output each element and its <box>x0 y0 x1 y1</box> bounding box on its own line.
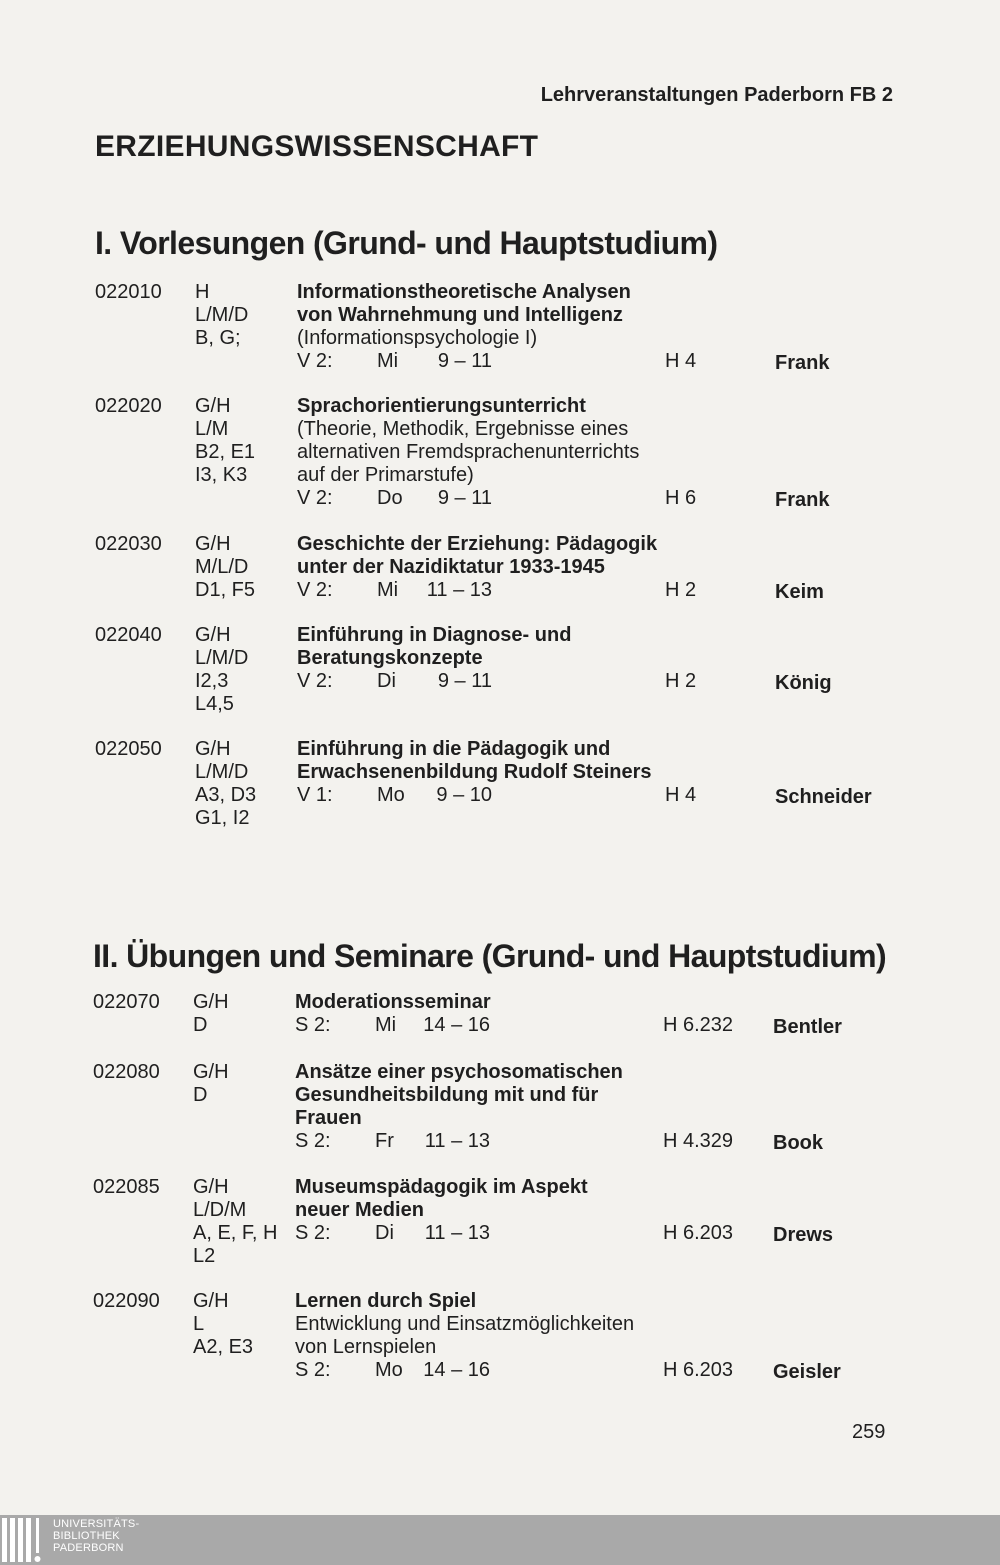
course-schedule <box>297 784 897 807</box>
course-room: H 6.203 <box>663 1359 734 1381</box>
course-day: Mo <box>377 784 405 806</box>
library-name <box>53 1518 139 1554</box>
course-time: 14 – 16 <box>423 1359 490 1381</box>
course-code: A3, D3 <box>195 784 257 806</box>
course-code: L2 <box>193 1245 216 1267</box>
course-code: D <box>193 1014 208 1036</box>
library-barcode-logo-icon <box>0 1515 48 1565</box>
course-description-line: von Lernspielen <box>295 1336 437 1358</box>
course-code: D1, F5 <box>195 579 256 601</box>
course-title-line: Ansätze einer psychosomatischen <box>295 1061 623 1083</box>
course-room: H 4 <box>665 784 697 806</box>
course-details <box>295 1176 895 1245</box>
course-description-line: (Theorie, Methodik, Ergebnisse eines <box>297 418 629 440</box>
course-codes <box>195 395 255 487</box>
course-room: H 4 <box>665 350 697 372</box>
course-title-line: Gesundheitsbildung mit und für <box>295 1084 599 1106</box>
course-title-line: unter der Nazidiktatur 1933-1945 <box>297 556 605 578</box>
library-name-line: BIBLIOTHEK <box>53 1530 120 1542</box>
course-lecturer: Schneider <box>775 786 872 808</box>
course-title-line: Geschichte der Erziehung: Pädagogik <box>297 533 658 555</box>
course-lecturer: Keim <box>775 581 824 603</box>
course-day: Fr <box>375 1130 394 1152</box>
course-code: G/H <box>193 1290 229 1312</box>
course-type: S 2: <box>295 1222 331 1244</box>
course-code: G/H <box>195 624 231 646</box>
course-time: 11 – 13 <box>424 1222 490 1244</box>
course-number: 022010 <box>95 281 162 303</box>
course-type: V 2: <box>297 579 333 601</box>
course-time: 9 – 11 <box>437 487 492 509</box>
course-title-line: Sprachorientierungsunterricht <box>297 395 586 417</box>
course-codes <box>195 533 255 602</box>
course-code: A2, E3 <box>193 1336 254 1358</box>
course-type: S 2: <box>295 1130 331 1152</box>
course-time: 9 – 11 <box>437 350 492 372</box>
course-code: D <box>193 1084 208 1106</box>
course-number: 022040 <box>95 624 162 646</box>
course-details <box>297 624 897 693</box>
course-number: 022085 <box>93 1176 160 1198</box>
course-lecturer: Drews <box>773 1224 834 1246</box>
library-name-line: PADERBORN <box>53 1542 124 1554</box>
course-time: 9 – 11 <box>437 670 492 692</box>
course-type: S 2: <box>295 1359 331 1381</box>
course-code: G/H <box>195 738 231 760</box>
page-number: 259 <box>852 1421 886 1443</box>
course-schedule <box>295 1359 895 1382</box>
course-details <box>295 1061 895 1153</box>
course-code: M/L/D <box>195 556 249 578</box>
course-number: 022030 <box>95 533 162 555</box>
course-title-line: neuer Medien <box>295 1199 424 1221</box>
library-footer-bar <box>0 1515 1000 1565</box>
course-lecturer: Bentler <box>773 1016 842 1038</box>
course-code: L/M/D <box>195 647 249 669</box>
course-code: B, G; <box>195 327 241 349</box>
course-codes <box>193 1290 253 1359</box>
course-type: V 2: <box>297 670 333 692</box>
course-number: 022090 <box>93 1290 160 1312</box>
course-lecturer: König <box>775 672 832 694</box>
course-time: 11 – 13 <box>426 579 492 601</box>
course-day: Di <box>375 1222 394 1244</box>
course-type: V 1: <box>297 784 333 806</box>
course-schedule <box>297 350 897 373</box>
course-number: 022050 <box>95 738 162 760</box>
course-codes <box>193 1176 277 1268</box>
course-code: A, E, F, H <box>193 1222 278 1244</box>
course-title-line: Informationstheoretische Analysen <box>297 281 631 303</box>
course-code: G/H <box>193 1061 229 1083</box>
course-lecturer: Geisler <box>773 1361 841 1383</box>
course-description-line: (Informationspsychologie I) <box>297 327 538 349</box>
course-title-line: Erwachsenenbildung Rudolf Steiners <box>297 761 652 783</box>
course-title-line: Einführung in Diagnose- und <box>297 624 572 646</box>
course-room: H 6.203 <box>663 1222 734 1244</box>
course-details <box>297 281 897 373</box>
course-lecturer: Book <box>773 1132 823 1154</box>
course-number: 022080 <box>93 1061 160 1083</box>
section-heading: II. Übungen und Seminare (Grund- und Hauptstudium) <box>93 938 887 974</box>
course-details <box>295 1290 895 1382</box>
course-day: Mo <box>375 1359 403 1381</box>
course-details <box>295 991 895 1037</box>
course-code: G/H <box>193 1176 229 1198</box>
course-day: Do <box>377 487 403 509</box>
course-time: 11 – 13 <box>424 1130 490 1152</box>
course-room: H 2 <box>665 579 697 601</box>
course-title-line: Beratungskonzepte <box>297 647 483 669</box>
course-details <box>297 738 897 807</box>
course-code: H <box>195 281 210 303</box>
course-code: L/D/M <box>193 1199 247 1221</box>
course-code: L/M/D <box>195 761 249 783</box>
course-title-line: Moderationsseminar <box>295 991 491 1013</box>
course-code: G/H <box>195 533 231 555</box>
course-schedule <box>297 670 897 693</box>
course-type: S 2: <box>295 1014 331 1036</box>
course-code: G1, I2 <box>195 807 250 829</box>
course-lecturer: Frank <box>775 489 830 511</box>
course-day: Mi <box>377 350 399 372</box>
course-details <box>297 395 897 510</box>
course-schedule <box>295 1014 895 1037</box>
library-name-line: UNIVERSITÄTS- <box>53 1518 140 1530</box>
course-number: 022020 <box>95 395 162 417</box>
course-codes <box>195 281 248 350</box>
course-number: 022070 <box>93 991 160 1013</box>
course-lecturer: Frank <box>775 352 830 374</box>
course-code: G/H <box>193 991 229 1013</box>
course-room: H 4.329 <box>663 1130 734 1152</box>
course-description-line: auf der Primarstufe) <box>297 464 474 486</box>
course-time: 14 – 16 <box>423 1014 490 1036</box>
course-description-line: Entwicklung und Einsatzmöglichkeiten <box>295 1313 635 1335</box>
course-day: Mi <box>377 579 399 601</box>
course-schedule <box>295 1130 895 1153</box>
course-codes <box>195 738 256 830</box>
course-description-line: alternativen Fremdsprachenunterrichts <box>297 441 640 463</box>
course-schedule <box>297 487 897 510</box>
course-codes <box>193 1061 229 1107</box>
course-day: Mi <box>375 1014 397 1036</box>
course-room: H 6 <box>665 487 697 509</box>
course-title-line: Frauen <box>295 1107 362 1129</box>
course-code: G/H <box>195 395 231 417</box>
course-type: V 2: <box>297 350 333 372</box>
running-header: Lehrveranstaltungen Paderborn FB 2 <box>540 84 893 106</box>
course-room: H 2 <box>665 670 697 692</box>
course-details <box>297 533 897 602</box>
course-title-line: Museumspädagogik im Aspekt <box>295 1176 588 1198</box>
course-time: 9 – 10 <box>436 784 492 806</box>
course-codes <box>195 624 248 716</box>
course-codes <box>193 991 229 1037</box>
course-code: L4,5 <box>195 693 234 715</box>
course-code: B2, E1 <box>195 441 256 463</box>
course-code: L/M/D <box>195 304 249 326</box>
course-title-line: von Wahrnehmung und Intelligenz <box>297 304 623 326</box>
course-type: V 2: <box>297 487 333 509</box>
course-schedule <box>297 579 897 602</box>
course-code: I3, K3 <box>195 464 248 486</box>
course-code: L/M <box>195 418 229 440</box>
course-room: H 6.232 <box>663 1014 734 1036</box>
course-code: I2,3 <box>195 670 229 692</box>
section-heading: I. Vorlesungen (Grund- und Hauptstudium) <box>95 225 718 261</box>
course-day: Di <box>377 670 396 692</box>
course-schedule <box>295 1222 895 1245</box>
course-title-line: Lernen durch Spiel <box>295 1290 477 1312</box>
course-title-line: Einführung in die Pädagogik und <box>297 738 611 760</box>
course-code: L <box>193 1313 205 1335</box>
page-title: ERZIEHUNGSWISSENSCHAFT <box>95 130 539 163</box>
